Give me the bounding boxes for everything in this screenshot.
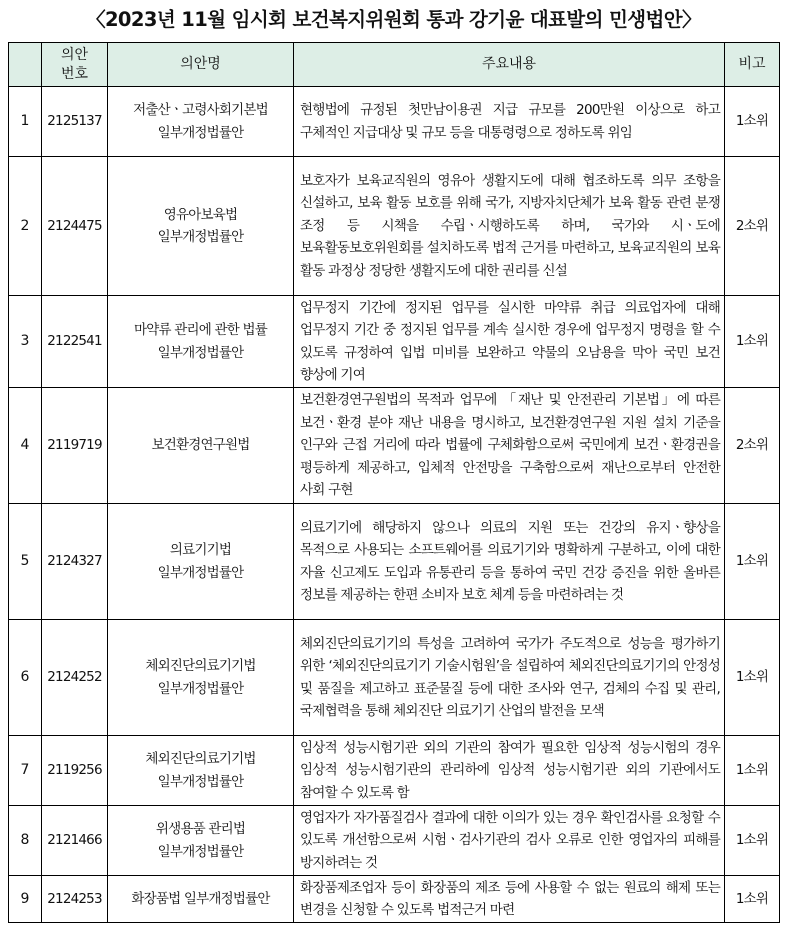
subcommittee-note: 1소위 [725,806,780,876]
table-row [9,388,780,504]
bill-name-line1: 체외진단의료기기법 [145,658,256,674]
subcommittee-note: 1소위 [725,736,780,806]
bill-number: 2124253 [42,876,108,923]
header-bill-number [42,43,108,87]
bill-name-line1: 체외진단의료기기법 [145,751,256,767]
bill-name-line2: 일부개정법률안 [157,773,244,790]
header-bill-number-line2: 번호 [60,65,89,82]
header-summary: 주요내용 [294,43,725,87]
bill-name-line1: 화장품법 일부개정법률안 [131,890,270,907]
bill-summary: 의료기기에 해당하지 않으나 의료의 지원 또는 건강의 유지ㆍ향상을 목적으로 사용되는 소프트웨어를 의료기기와 명확하게 구분하고, 이에 대한 자율 신고제도 도입과 유통관리 등을 통하여 국민 건강 증진을 위한 올바른 정보를 제공하는 한편 소비자 보호 체계 등을 마련하려는 것 [294,504,725,620]
bill-name [108,504,294,620]
table-row [9,736,780,806]
bill-number: 2119256 [42,736,108,806]
bill-name-line1: 저출산ㆍ고령사회기본법 [133,102,268,118]
bill-name [108,87,294,157]
bill-name-line1: 보건환경연구원법 [151,437,250,454]
header-bill-number-line1: 의안 [60,46,89,63]
bill-number: 2125137 [42,87,108,157]
bill-summary: 보건환경연구원법의 목적과 업무에 「재난 및 안전관리 기본법」에 따른 보건ㆍ환경 분야 재난 내용을 명시하고, 보건환경연구원 지원 설치 기준을 인구와 근접 거리에 따라 법률에 구체화함으로써 국민에게 보건ㆍ환경권을 평등하게 제공하고, 입체적 안전망을 구축함으로써 재난으로부터 안전한 사회 구현 [294,388,725,504]
row-number: 5 [9,504,42,620]
subcommittee-note: 1소위 [725,876,780,923]
table-row [9,87,780,157]
bill-name-line2: 일부개정법률안 [157,344,244,361]
table-row [9,806,780,876]
bill-name-line1: 마약류 관리에 관한 법률 [134,322,267,338]
bill-name [108,388,294,504]
bill-name [108,876,294,923]
bill-summary: 화장품제조업자 등이 화장품의 제조 등에 사용할 수 없는 원료의 해제 또는 변경을 신청할 수 있도록 법적근거 마련 [294,876,725,923]
bill-number: 2124252 [42,620,108,736]
bill-name-line2: 일부개정법률안 [157,229,244,245]
bill-name [108,736,294,806]
bill-name-line1: 영유아보육법 [163,206,238,223]
bills-table [8,42,780,923]
row-number: 8 [9,806,42,876]
bill-number: 2121466 [42,806,108,876]
subcommittee-note: 1소위 [725,296,780,388]
bill-number: 2122541 [42,296,108,388]
table-header-row [9,43,780,87]
row-number: 6 [9,620,42,736]
bill-name-line2: 일부개정법률안 [157,124,244,141]
bill-name [108,806,294,876]
bill-name-line1: 의료기기법 [169,542,232,558]
table-row [9,504,780,620]
bill-name [108,620,294,736]
subcommittee-note: 1소위 [725,87,780,157]
table-row [9,620,780,736]
bill-number: 2119719 [42,388,108,504]
table-row [9,876,780,923]
bill-summary: 영업자가 자가품질검사 결과에 대한 이의가 있는 경우 확인검사를 요청할 수 있도록 개선함으로써 시험ㆍ검사기관의 검사 오류로 인한 영업자의 피해를 방지하려는 것 [294,806,725,876]
bill-name [108,296,294,388]
bill-summary: 보호자가 보육교직원의 영유아 생활지도에 대해 협조하도록 의무 조항을 신설하고, 보육 활동 보호를 위해 국가, 지방자치단체가 보육 활동 관련 분쟁 조정 등 시책을 수립ㆍ시행하도록 하며, 국가와 시ㆍ도에 보육활동보호위원회를 설치하도록 법적 근거를 마련하고, 보육교직원의 보육 활동 과정상 정당한 생활지도에 대한 권리를 신설 [294,157,725,296]
subcommittee-note: 1소위 [725,504,780,620]
bill-summary: 임상적 성능시험기관 외의 기관의 참여가 필요한 임상적 성능시험의 경우 임상적 성능시험기관의 관리하에 임상적 성능시험기관 외의 기관에서도 참여할 수 있도록 함 [294,736,725,806]
bill-summary: 업무정지 기간에 정지된 업무를 실시한 마약류 취급 의료업자에 대해 업무정지 기간 중 정지된 업무를 계속 실시한 경우에 업무정지 명령을 할 수 있도록 규정하여 입법 미비를 보완하고 약물의 오남용을 막아 국민 보건 향상에 기여 [294,296,725,388]
table-row [9,157,780,296]
document-title: 〈2023년 11월 임시회 보건복지위원회 통과 강기윤 대표발의 민생법안〉 [86,8,701,31]
row-number: 4 [9,388,42,504]
bill-summary: 체외진단의료기기의 특성을 고려하여 국가가 주도적으로 성능을 평가하기 위한 ‘체외진단의료기기 기술시험원’을 설립하여 체외진단의료기기의 안정성 및 품질을 제고하고 표준물질 등에 대한 조사와 연구, 검체의 수집 및 관리, 국제협력을 통해 체외진단 의료기기 산업의 발전을 모색 [294,620,725,736]
header-note: 비고 [725,43,780,87]
subcommittee-note: 1소위 [725,620,780,736]
row-number: 1 [9,87,42,157]
header-bill-name: 의안명 [108,43,294,87]
row-number: 3 [9,296,42,388]
bill-name-line1: 위생용품 관리법 [155,821,246,837]
bill-number: 2124475 [42,157,108,296]
bill-number: 2124327 [42,504,108,620]
bill-name [108,157,294,296]
row-number: 2 [9,157,42,296]
row-number: 9 [9,876,42,923]
subcommittee-note: 2소위 [725,388,780,504]
subcommittee-note: 2소위 [725,157,780,296]
bill-name-line2: 일부개정법률안 [157,843,244,860]
bill-name-line2: 일부개정법률안 [157,564,244,581]
header-no [9,43,42,87]
row-number: 7 [9,736,42,806]
bill-summary: 현행법에 규정된 첫만남이용권 지급 규모를 200만원 이상으로 하고 구체적인 지급대상 및 규모 등을 대통령령으로 정하도록 위임 [294,87,725,157]
bill-name-line2: 일부개정법률안 [157,680,244,697]
table-row [9,296,780,388]
